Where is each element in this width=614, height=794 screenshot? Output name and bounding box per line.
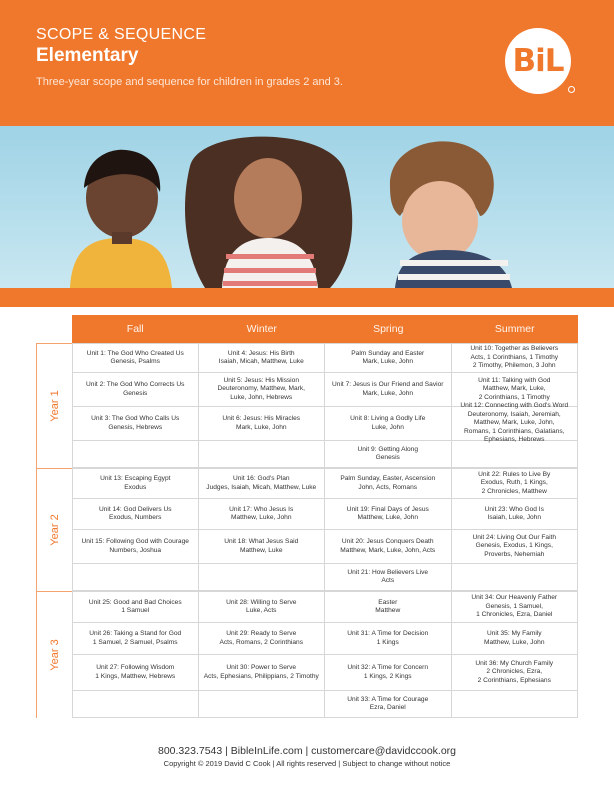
table-cell xyxy=(452,564,579,591)
table-cell xyxy=(325,655,452,691)
unit-scripture: Genesis xyxy=(123,389,148,397)
unit-title: Unit 28: Willing to Serve xyxy=(226,598,297,606)
table-cell xyxy=(452,468,579,499)
unit-title: Unit 35: My Family xyxy=(486,630,542,638)
unit-scripture: Deuteronomy, Matthew, Mark, xyxy=(217,385,305,393)
table-row xyxy=(72,564,578,591)
table-cell xyxy=(72,564,199,591)
unit-scripture: Acts xyxy=(381,577,395,584)
table-cell xyxy=(199,343,326,373)
unit-scripture: Luke, John, Hebrews xyxy=(230,393,293,401)
table-cell xyxy=(72,407,199,441)
unit-scripture: Matthew, Luke, John xyxy=(231,514,292,521)
table-cell xyxy=(325,623,452,655)
table-cell xyxy=(199,530,326,564)
unit-scripture: Romans, 1 Corinthians, Galatians, xyxy=(464,427,565,435)
unit-scripture: Mark, Luke, John xyxy=(362,389,414,397)
table-cell xyxy=(325,499,452,530)
logo-text: BiL xyxy=(512,43,564,79)
unit-scripture: Luke, John xyxy=(371,423,404,431)
unit-scripture: Matthew, Luke, John xyxy=(484,638,545,646)
unit-scripture: Matthew, Mark, Luke, John, xyxy=(473,419,555,427)
unit-scripture: 2 Timothy, Philemon, 3 John xyxy=(472,362,556,370)
unit-scripture: Luke, Acts xyxy=(246,607,277,614)
table-row xyxy=(72,655,578,691)
unit-scripture: Genesis, Exodus, 1 Kings, xyxy=(475,542,553,550)
unit-scripture: Proverbs, Nehemiah xyxy=(484,550,545,558)
unit-scripture: 2 Corinthians, Ephesians xyxy=(477,676,551,684)
document-title: Elementary xyxy=(36,45,139,66)
column-header-fall: Fall xyxy=(126,323,144,335)
table-row xyxy=(72,591,578,623)
year-label-2 xyxy=(36,468,72,591)
unit-scripture: 1 Kings xyxy=(376,638,399,646)
table-cell xyxy=(199,623,326,655)
unit-title: Unit 32: A Time for Concern xyxy=(347,664,429,672)
unit-title: Unit 1: The God Who Created Us xyxy=(86,349,184,357)
table-cell xyxy=(452,499,579,530)
unit-scripture: Mark, Luke, John xyxy=(235,423,287,431)
table-cell xyxy=(325,530,452,564)
table-header-row xyxy=(72,315,578,343)
table-cell xyxy=(199,499,326,530)
unit-scripture: Genesis, 1 Samuel, xyxy=(485,602,544,610)
unit-scripture: Matthew, Mark, Luke, John, Acts xyxy=(340,546,436,554)
table-cell xyxy=(325,691,452,718)
table-cell xyxy=(199,407,326,441)
table-cell xyxy=(72,623,199,655)
table-cell xyxy=(72,655,199,691)
table-row xyxy=(72,343,578,373)
table-cell xyxy=(72,373,199,407)
unit-title: Unit 13: Escaping Egypt xyxy=(100,475,171,483)
table-row xyxy=(72,623,578,655)
table-cell xyxy=(325,468,452,499)
table-cell xyxy=(199,655,326,691)
table-row xyxy=(72,441,578,468)
unit-title: Unit 29: Ready to Serve xyxy=(226,630,297,638)
table-cell xyxy=(325,564,452,591)
table-cell xyxy=(325,591,452,623)
table-cell xyxy=(452,591,579,623)
unit-title: Unit 11: Talking with God xyxy=(478,376,551,384)
unit-title: Easter xyxy=(378,598,398,606)
unit-scripture: 1 Kings, 2 Kings xyxy=(363,672,412,680)
unit-scripture: 1 Chronicles, Ezra, Daniel xyxy=(476,611,553,619)
unit-title: Unit 33: A Time for Courage xyxy=(347,695,429,703)
unit-scripture: Matthew xyxy=(375,607,401,614)
unit-scripture: Matthew, Mark, Luke, xyxy=(482,385,546,393)
registered-mark-icon xyxy=(568,86,575,93)
table-cell xyxy=(199,373,326,407)
table-row xyxy=(72,530,578,564)
unit-scripture: Acts, 1 Corinthians, 1 Timothy xyxy=(470,353,559,361)
table-cell xyxy=(452,623,579,655)
table-cell xyxy=(199,691,326,718)
unit-title: Unit 8: Living a Godly Life xyxy=(350,415,426,423)
unit-scripture: Isaiah, Luke, John xyxy=(487,514,542,521)
table-cell xyxy=(199,591,326,623)
unit-scripture: Isaiah, Micah, Matthew, Luke xyxy=(218,358,304,365)
bil-logo xyxy=(505,28,571,94)
unit-title: Unit 24: Living Out Our Faith xyxy=(472,533,557,541)
unit-scripture: Numbers, Joshua xyxy=(109,546,162,554)
unit-title: Unit 12: Connecting with God's Word xyxy=(460,402,569,410)
table-cell xyxy=(325,441,452,468)
unit-title: Unit 3: The God Who Calls Us xyxy=(91,415,180,423)
table-cell xyxy=(72,468,199,499)
unit-title: Unit 25: Good and Bad Choices xyxy=(88,598,182,606)
orange-divider-band xyxy=(0,288,614,307)
document-kicker: SCOPE & SEQUENCE xyxy=(36,26,207,43)
unit-title: Unit 27: Following Wisdom xyxy=(96,664,175,672)
table-cell xyxy=(199,468,326,499)
unit-title: Unit 31: A Time for Decision xyxy=(347,630,429,638)
unit-title: Unit 14: God Delivers Us xyxy=(98,505,172,513)
year-label-1 xyxy=(36,343,72,468)
unit-title: Unit 20: Jesus Conquers Death xyxy=(341,538,434,546)
unit-title: Unit 18: What Jesus Said xyxy=(224,538,299,546)
unit-title: Unit 6: Jesus: His Miracles xyxy=(222,415,301,423)
unit-scripture: Deuteronomy, Isaiah, Jeremiah, xyxy=(467,410,561,418)
footer-contact: 800.323.7543 | BibleInLife.com | customercare@davidccook.org xyxy=(157,745,457,757)
table-cell xyxy=(72,530,199,564)
unit-scripture: Mark, Luke, John xyxy=(362,358,414,365)
unit-title: Unit 22: Rules to Live By xyxy=(478,470,551,478)
unit-title: Palm Sunday and Easter xyxy=(351,349,425,357)
unit-scripture: Genesis, Psalms xyxy=(110,358,160,365)
table-row xyxy=(72,402,578,444)
year-label-text: Year 2 xyxy=(48,514,61,546)
unit-scripture: 1 Samuel xyxy=(121,607,150,614)
unit-title: Unit 7: Jesus is Our Friend and Savior xyxy=(332,381,444,389)
table-cell xyxy=(452,343,579,373)
unit-title: Unit 30: Power to Serve xyxy=(226,664,297,672)
unit-scripture: 2 Chronicles, Matthew xyxy=(481,487,547,495)
unit-title: Unit 9: Getting Along xyxy=(357,445,418,453)
unit-title: Palm Sunday, Easter, Ascension xyxy=(340,475,436,483)
column-header-spring: Spring xyxy=(373,323,404,335)
table-cell xyxy=(72,499,199,530)
table-cell xyxy=(452,530,579,564)
unit-title: Unit 19: Final Days of Jesus xyxy=(346,505,429,513)
table-row xyxy=(72,691,578,718)
unit-scripture: 2 Corinthians, 1 Timothy xyxy=(478,393,550,401)
unit-title: Unit 10: Together as Believers xyxy=(470,345,559,353)
unit-title: Unit 23: Who God Is xyxy=(484,505,544,513)
unit-scripture: Matthew, Luke xyxy=(239,546,283,554)
unit-scripture: Ephesians, Hebrews xyxy=(484,436,545,444)
header-banner xyxy=(0,0,614,126)
unit-scripture: Ezra, Daniel xyxy=(369,704,406,711)
column-header-winter: Winter xyxy=(246,323,277,335)
table-cell xyxy=(72,591,199,623)
footer xyxy=(0,745,614,768)
table-cell xyxy=(452,655,579,691)
unit-title: Unit 21: How Believers Live xyxy=(347,568,429,576)
unit-title: Unit 26: Taking a Stand for God xyxy=(89,630,182,638)
document-subtitle: Three-year scope and sequence for children in grades 2 and 3. xyxy=(36,76,343,88)
unit-scripture: Exodus xyxy=(124,483,147,491)
unit-title: Unit 4: Jesus: His Birth xyxy=(227,349,295,357)
table-cell xyxy=(72,441,199,468)
unit-scripture: Matthew, Luke, John xyxy=(357,514,418,521)
unit-scripture: Acts, Ephesians, Philippians, 2 Timothy xyxy=(203,672,319,680)
unit-scripture: Genesis xyxy=(375,454,400,461)
children-photo xyxy=(0,126,614,288)
table-cell xyxy=(72,691,199,718)
year-label-3 xyxy=(36,591,72,718)
footer-copyright: Copyright © 2019 David C Cook | All rights reserved | Subject to change without notice xyxy=(163,759,451,768)
table-cell xyxy=(72,343,199,373)
unit-title: Unit 34: Our Heavenly Father xyxy=(471,594,558,602)
table-row xyxy=(72,468,578,499)
unit-scripture: Genesis, Hebrews xyxy=(108,423,163,431)
unit-title: Unit 15: Following God with Courage xyxy=(81,538,189,546)
unit-scripture: 2 Chronicles, Ezra, xyxy=(486,668,543,676)
unit-title: Unit 5: Jesus: His Mission xyxy=(223,376,299,384)
unit-scripture: Exodus, Numbers xyxy=(109,514,162,521)
table-cell xyxy=(452,402,579,444)
unit-scripture: John, Acts, Romans xyxy=(358,483,418,491)
unit-scripture: 1 Kings, Matthew, Hebrews xyxy=(95,672,176,680)
table-cell xyxy=(452,691,579,718)
unit-scripture: Acts, Romans, 2 Corinthians xyxy=(219,638,304,646)
unit-title: Unit 17: Who Jesus Is xyxy=(229,505,294,513)
unit-scripture: Judges, Isaiah, Micah, Matthew, Luke xyxy=(206,483,317,491)
table-cell xyxy=(325,407,452,441)
table-cell xyxy=(199,441,326,468)
table-cell xyxy=(325,373,452,407)
unit-scripture: Exodus, Ruth, 1 Kings, xyxy=(480,479,548,487)
year-label-text: Year 3 xyxy=(48,639,61,671)
column-header-summer: Summer xyxy=(494,323,535,335)
unit-title: Unit 36: My Church Family xyxy=(475,659,554,667)
table-cell xyxy=(199,564,326,591)
table-row xyxy=(72,499,578,530)
year-label-text: Year 1 xyxy=(48,390,61,422)
table-cell xyxy=(325,343,452,373)
unit-title: Unit 2: The God Who Corrects Us xyxy=(86,381,185,389)
table-cell xyxy=(452,441,579,468)
unit-title: Unit 16: God's Plan xyxy=(232,475,290,483)
unit-scripture: 1 Samuel, 2 Samuel, Psalms xyxy=(92,638,178,646)
